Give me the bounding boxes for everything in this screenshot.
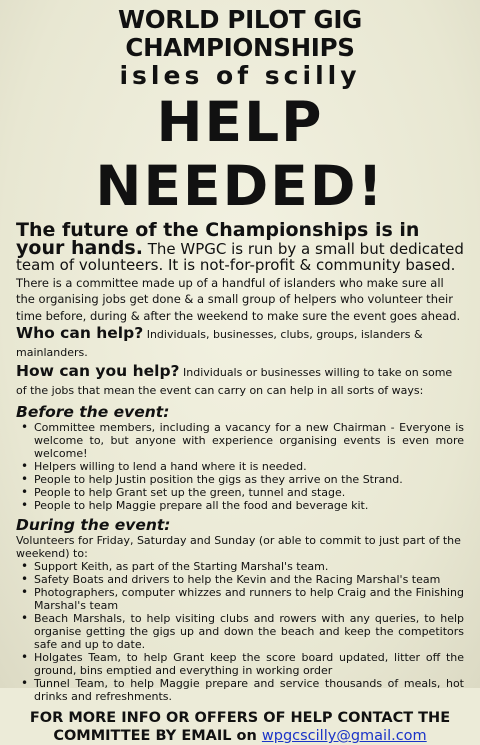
list-item: • Support Keith, as part of the Starting Marshal's team. [34,560,464,573]
during-intro: Volunteers for Friday, Saturday and Sunday (or able to commit to just part of the weekend) to: [16,534,461,560]
who-section [16,325,464,361]
before-heading: Before the event: [16,403,170,421]
list-item: • People to help Maggie prepare all the food and beverage kit. [34,499,464,512]
email-link[interactable]: wpgcscilly@gmail.com [261,728,427,744]
list-item: • Beach Marshals, to help visiting clubs and rowers with any queries, to help organise getting the gigs up and down the beach and keep the competitors safe and up to date. [34,612,464,651]
who-heading: Who can help? [16,324,144,342]
list-item: • Helpers willing to lend a hand where it is needed. [34,460,464,473]
list-item: • Committee members, including a vacancy for a new Chairman - Everyone is welcome to, but anyone with experience organising events is even more welcome! [34,421,464,460]
intro-mid: The WPGC is run by a small but dedicated team of volunteers. It is not-for-profit & community based. [16,239,464,274]
footer-line-2: COMMITTEE BY EMAIL on [53,728,262,744]
contact-footer [16,709,464,745]
list-item: • Photographers, computer whizzes and runners to help Craig and the Finishing Marshal's team [34,586,464,612]
how-text: Individuals or businesses willing to take on some of the jobs that mean the event can carry on can help in all sorts of ways: [16,366,453,397]
intro-small: There is a committee made up of a handful of islanders who make sure all the organising jobs get done & a small group of helpers who volunteer their time before, during & after the weekend to make sure the event goes ahead. [16,275,461,323]
intro-lead: The future of the Championships is in your hands. [16,219,420,259]
list-item: • People to help Grant set up the green, tunnel and stage. [34,486,464,499]
who-text: Individuals, businesses, clubs, groups, islanders & mainlanders. [16,328,423,359]
main-headline: HELP NEEDED! [95,90,385,218]
before-list [16,421,464,512]
how-section [16,363,464,399]
list-item: • Tunnel Team, to help Maggie prepare and service thousands of meals, hot drinks and refreshments. [34,677,464,703]
title-line-2: isles of scilly [119,61,361,90]
during-list [16,560,464,703]
during-heading: During the event: [16,516,171,534]
list-item: • People to help Justin position the gigs as they arrive on the Strand. [34,473,464,486]
how-heading: How can you help? [16,362,180,380]
title-line-1: WORLD PILOT GIG CHAMPIONSHIPS [118,5,362,62]
intro-paragraph [16,219,464,323]
footer-line-1: FOR MORE INFO OR OFFERS OF HELP CONTACT THE [29,710,451,726]
list-item: • Holgates Team, to help Grant keep the score board updated, litter off the ground, bins emptied and everything in working order [34,651,464,677]
list-item: • Safety Boats and drivers to help the Kevin and the Racing Marshal's team [34,573,464,586]
